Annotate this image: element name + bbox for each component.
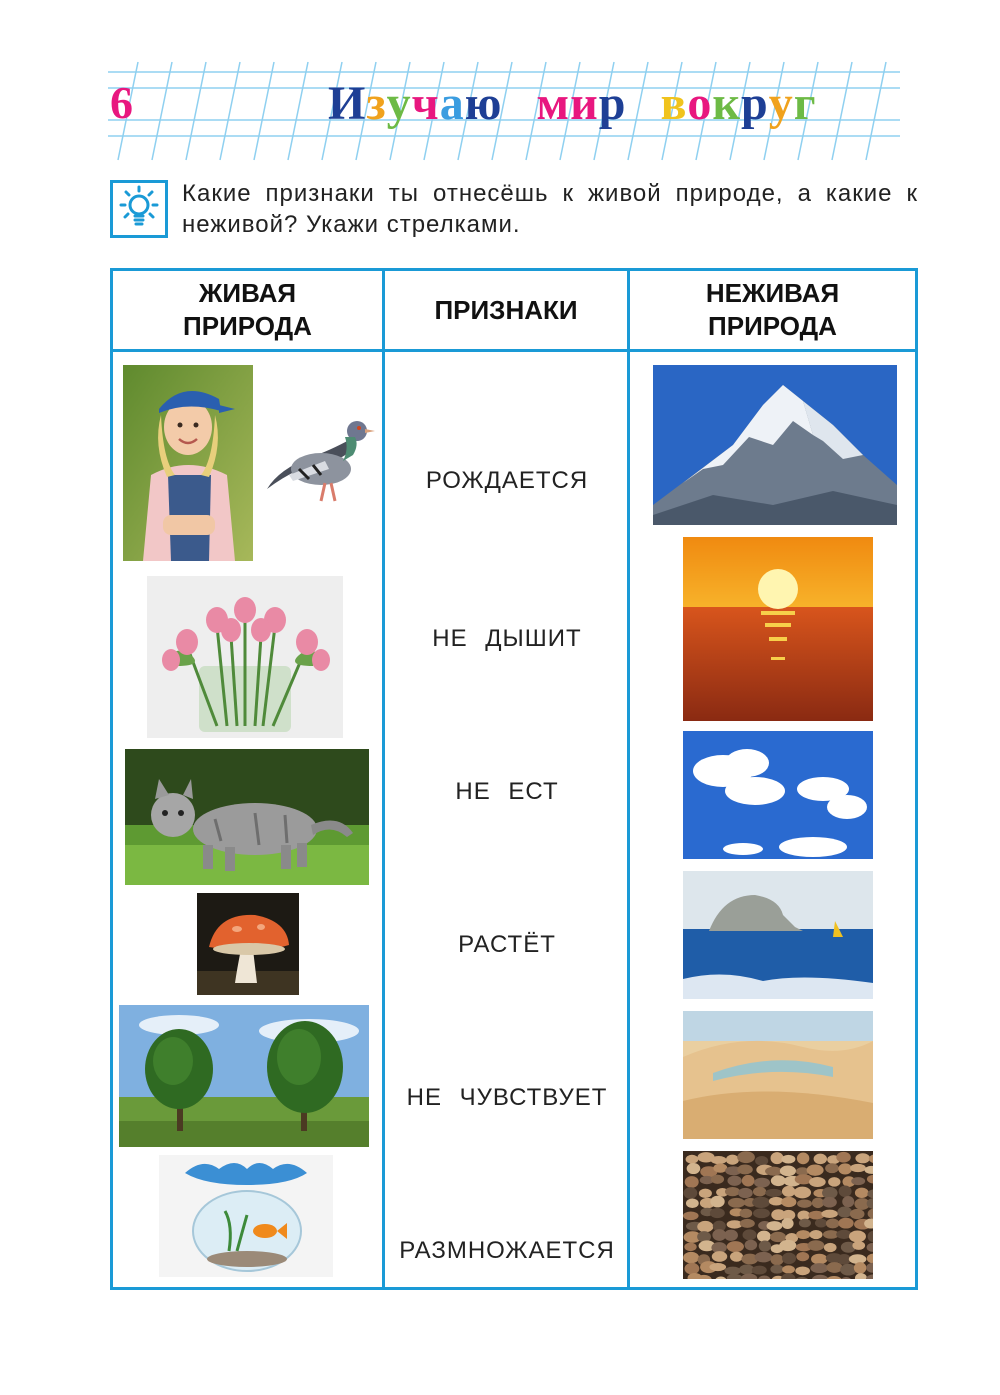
title-letter: м xyxy=(536,77,571,130)
tulips-photo[interactable] xyxy=(147,576,343,738)
goldfish-bowl-photo[interactable] xyxy=(159,1155,333,1277)
title-letter: у xyxy=(768,77,794,130)
feature-item[interactable]: РОЖДАЕТСЯ xyxy=(425,467,589,494)
title-letter: а xyxy=(439,77,465,130)
title-letter: у xyxy=(386,77,412,130)
sunset-photo[interactable] xyxy=(683,537,873,721)
feature-item[interactable]: НЕ ЕСТ xyxy=(455,778,559,805)
title-letter: к xyxy=(712,77,742,130)
title-letter: в xyxy=(660,77,688,130)
page-number: 6 xyxy=(110,77,133,128)
feature-item[interactable]: РАСТЁТ xyxy=(458,931,556,958)
title-word xyxy=(328,77,502,130)
title-letter: о xyxy=(687,77,713,130)
page-title xyxy=(328,77,851,130)
pebbles-photo[interactable] xyxy=(683,1151,873,1279)
desert-photo[interactable] xyxy=(683,1011,873,1139)
header-nonliving-nature: НЕЖИВАЯ ПРИРОДА xyxy=(705,278,840,341)
title-letter: г xyxy=(793,77,817,130)
pigeon-photo[interactable] xyxy=(259,409,377,509)
title-letter: р xyxy=(741,77,769,130)
feature-item[interactable]: НЕ ЧУВСТВУЕТ xyxy=(406,1084,608,1111)
title-letter: ч xyxy=(411,77,440,130)
title-word xyxy=(660,77,816,130)
clouds-photo[interactable] xyxy=(683,731,873,859)
trees-photo[interactable] xyxy=(119,1005,369,1147)
page-header xyxy=(0,0,1000,170)
task-block xyxy=(110,178,920,248)
title-letter: р xyxy=(598,77,627,130)
kitten-photo[interactable] xyxy=(125,749,369,885)
header-features: ПРИЗНАКИ xyxy=(434,294,578,325)
feature-item[interactable]: НЕ ДЫШИТ xyxy=(432,625,582,652)
title-letter: з xyxy=(366,77,387,130)
feature-item[interactable]: РАЗМНОЖАЕТСЯ xyxy=(399,1237,615,1264)
mushroom-photo[interactable] xyxy=(197,893,299,995)
title-letter: и xyxy=(570,77,599,130)
mountain-photo[interactable] xyxy=(653,365,897,525)
title-word xyxy=(536,77,626,130)
sea-rock-photo[interactable] xyxy=(683,871,873,999)
lightbulb-icon xyxy=(110,180,168,238)
title-letter: ю xyxy=(464,77,503,130)
header-divider xyxy=(113,349,915,352)
task-instruction: Какие признаки ты отнесёшь к живой природе, а какие к неживой? Укажи стрелками. xyxy=(182,180,918,238)
girl-photo[interactable] xyxy=(123,365,253,561)
classification-table xyxy=(110,268,918,1290)
title-letter: И xyxy=(328,77,367,130)
header-living-nature: ЖИВАЯ ПРИРОДА xyxy=(183,278,312,341)
